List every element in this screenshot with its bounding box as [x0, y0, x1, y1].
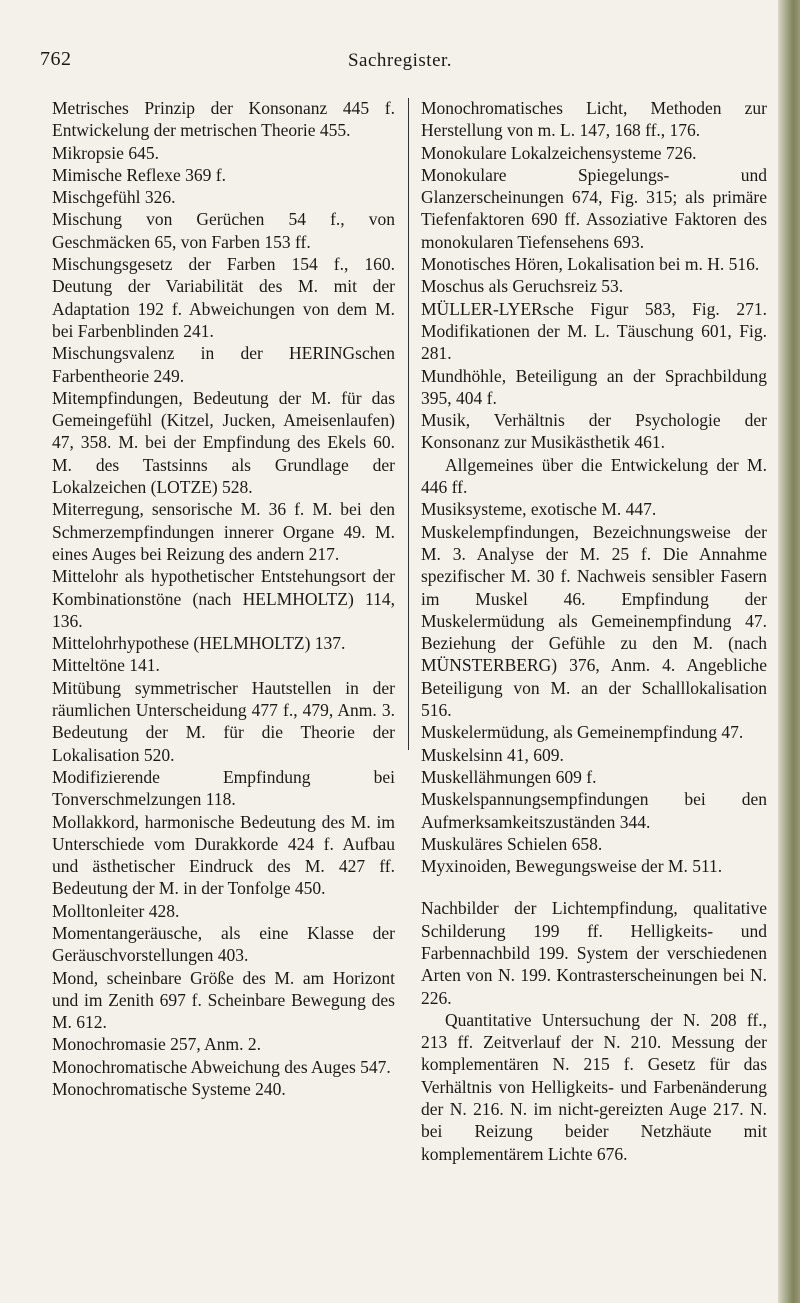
index-entry: Modifizierende Empfindung bei Tonverschmelzungen 118.: [52, 766, 395, 810]
running-title: Sachregister.: [347, 50, 453, 71]
index-column-left: [52, 97, 395, 1100]
index-subentry: Quantitative Untersuchung der N. 208 ff., 213 ff. Zeitverlauf der N. 210. Messung der komplementären N. 215 f. Gesetz für das Verhältnis von Helligkeits- und Farbenänderung der N. 216. N. im nicht-gereizten Auge 217. N. bei Reizung beider Netzhäute mit komplementärem Lichte 676.: [421, 1009, 767, 1164]
index-entry: Mischungsvalenz in der HERINGschen Farbentheorie 249.: [52, 343, 395, 386]
index-entry: Nachbilder der Lichtempfindung, qualitative Schilderung 199 ff. Helligkeits- und Farbennachbild 199. System der verschiedenen Arten von N. 199. Kontrasterscheinungen bei N. 226.: [421, 898, 767, 1008]
index-entry: Mitteltöne 141.: [52, 655, 160, 676]
index-entry: Monochromatisches Licht, Methoden zur Herstellung von m. L. 147, 168 ff., 176.: [421, 98, 767, 141]
index-entry: Mundhöhle, Beteiligung an der Sprachbildung 395, 404 f.: [421, 365, 767, 408]
index-entry: Mittelohrhypothese (HELMHOLTZ) 137.: [52, 633, 346, 654]
index-subentry: Allgemeines über die Entwickelung der M. 446 ff.: [421, 454, 767, 498]
index-entry: Monokulare Lokalzeichensysteme 726.: [421, 142, 697, 163]
index-entry: Mond, scheinbare Größe des M. am Horizont und im Zenith 697 f. Scheinbare Bewegung des M. 612.: [52, 967, 395, 1033]
index-entry: Metrisches Prinzip der Konsonanz 445 f. Entwickelung der metrischen Theorie 455.: [52, 98, 395, 141]
index-entry: Monochromatische Systeme 240.: [52, 1079, 286, 1100]
index-entry: MÜLLER-LYERsche Figur 583, Fig. 271. Modifikationen der M. L. Täuschung 601, Fig. 281.: [421, 298, 767, 364]
section-gap: [421, 877, 767, 897]
index-entry: Monotisches Hören, Lokalisation bei m. H. 516.: [421, 254, 760, 275]
index-entry: Monochromasie 257, Anm. 2.: [52, 1034, 262, 1055]
index-entry: Muskelempfindungen, Bezeichnungsweise der M. 3. Analyse der M. 25 f. Die Annahme spezifischer M. 30 f. Nachweis sensibler Fasern im Muskel 46. Empfindung der Muskelermüdung als Gemeinempfindung 47. Beziehung der Gefühle zu den M. (nach MÜNSTERBERG) 376, Anm. 4. Angebliche Beteiligung von M. an der Schalllokalisation 516.: [421, 521, 767, 721]
index-entry: Muskuläres Schielen 658.: [421, 833, 603, 854]
index-entry: Mollakkord, harmonische Bedeutung des M. im Unterschiede vom Durakkorde 424 f. Aufbau und ästhetischer Eindruck des M. 427 ff. Bedeutung der M. in der Tonfolge 450.: [52, 811, 395, 899]
index-entry: Muskelspannungsempfindungen bei den Aufmerksamkeitszuständen 344.: [421, 789, 767, 832]
index-entry: Mitempfindungen, Bedeutung der M. für das Gemeingefühl (Kitzel, Jucken, Ameisenlaufen) 47, 358. M. bei der Empfindung des Ekels 60. M. des Tastsinns als Grundlage der Lokalzeichen (LOTZE) 528.: [52, 387, 395, 498]
index-entry: Musiksysteme, exotische M. 447.: [421, 499, 657, 520]
index-column-right: [421, 97, 767, 1165]
index-entry: Musik, Verhältnis der Psychologie der Konsonanz zur Musikästhetik 461.: [421, 410, 767, 453]
index-entry: Mischgefühl 326.: [52, 187, 176, 208]
index-entry: Molltonleiter 428.: [52, 900, 180, 921]
index-entry: Monokulare Spiegelungs- und Glanzerscheinungen 674, Fig. 315; als primäre Tiefenfaktoren 690 ff. Assoziative Faktoren des monokularen Tiefensehens 693.: [421, 164, 767, 252]
index-entry: Mittelohr als hypothetischer Entstehungsort der Kombinationstöne (nach HELMHOLTZ) 114, 136.: [52, 566, 395, 631]
index-entry: Mimische Reflexe 369 f.: [52, 164, 226, 185]
index-entry: Mikropsie 645.: [52, 142, 159, 163]
index-entry: Monochromatische Abweichung des Auges 547.: [52, 1056, 391, 1077]
index-entry: Mischung von Gerüchen 54 f., von Geschmäcken 65, von Farben 153 ff.: [52, 209, 395, 252]
index-entry: Mischungsgesetz der Farben 154 f., 160. Deutung der Variabilität des M. mit der Adaptation 192 f. Abweichungen von dem M. bei Farbenblinden 241.: [52, 254, 395, 341]
index-entry: Moschus als Geruchsreiz 53.: [421, 276, 624, 297]
index-entry: Myxinoiden, Bewegungsweise der M. 511.: [421, 856, 723, 877]
index-entry: Muskelermüdung, als Gemeinempfindung 47.: [421, 722, 744, 743]
index-entry: Muskellähmungen 609 f.: [421, 766, 597, 787]
index-entry: Mitübung symmetrischer Hautstellen in der räumlichen Unterscheidung 477 f., 479, Anm. 3. Bedeutung der M. für die Theorie der Lokalisation 520.: [52, 677, 395, 765]
page-edge-stain: [778, 0, 800, 1303]
index-entry: Miterregung, sensorische M. 36 f. M. bei den Schmerzempfindungen innerer Organe 49. M. eines Auges bei Reizung des andern 217.: [52, 499, 395, 564]
index-entry: Muskelsinn 41, 609.: [421, 744, 564, 765]
index-entry: Momentangeräusche, als eine Klasse der Geräuschvorstellungen 403.: [52, 922, 395, 966]
column-divider: [408, 98, 409, 750]
page-number: 762: [40, 48, 72, 70]
